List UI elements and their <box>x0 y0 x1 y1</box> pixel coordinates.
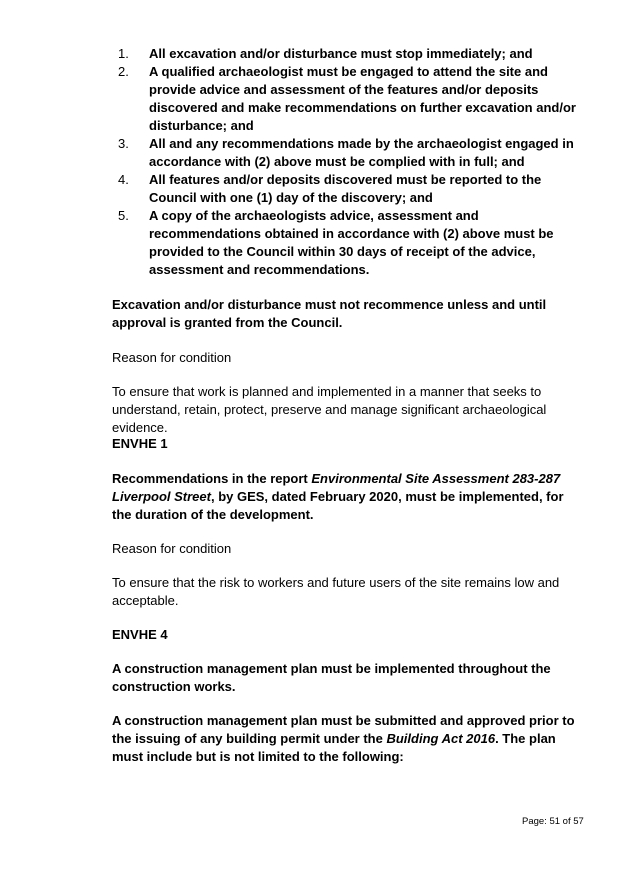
list-item <box>112 171 582 207</box>
list-item <box>112 135 582 171</box>
reason-label: Reason for condition <box>112 350 232 365</box>
condition-list <box>112 45 582 279</box>
cmp-text-post: . The plan must include but is not limited to the following: <box>112 731 556 764</box>
list-item <box>112 63 582 135</box>
list-item <box>112 45 582 63</box>
list-number: 2. <box>118 64 129 79</box>
act-title: Building Act 2016 <box>386 731 496 746</box>
page-number: Page: 51 of 57 <box>522 816 584 827</box>
envhe1-text-post: , by GES, dated February 2020, must be implemented, for the duration of the development. <box>112 489 564 522</box>
list-number: 1. <box>118 46 129 61</box>
report-title: Environmental Site Assessment 283-287 Liverpool Street <box>112 471 561 504</box>
reason-text: To ensure that work is planned and implemented in a manner that seeks to understand, retain, protect, preserve and manage significant archaeological evidence. <box>112 384 547 435</box>
list-item-text: A qualified archaeologist must be engaged to attend the site and provide advice and assessment of the features and/or deposits discovered and make recommendations on further excavation and/or disturbance; and <box>149 64 576 133</box>
cmp-text-pre: A construction management plan must be submitted and approved prior to the issuing of any building permit under the <box>112 713 575 746</box>
reason-text: To ensure that the risk to workers and future users of the site remains low and acceptable. <box>112 575 560 608</box>
list-number: 5. <box>118 208 129 223</box>
list-item-text: All excavation and/or disturbance must stop immediately; and <box>149 46 533 61</box>
list-item-text: All features and/or deposits discovered must be reported to the Council with one (1) day of the discovery; and <box>149 172 542 205</box>
cmp-submission-paragraph <box>112 712 584 766</box>
section-heading-envhe1: ENVHE 1 <box>112 436 168 451</box>
list-number: 4. <box>118 172 129 187</box>
envhe1-condition <box>112 470 584 524</box>
reason-label: Reason for condition <box>112 541 232 556</box>
cmp-paragraph: A construction management plan must be implemented throughout the construction works. <box>112 661 551 694</box>
list-number: 3. <box>118 136 129 151</box>
list-item-text: All and any recommendations made by the archaeologist engaged in accordance with (2) above must be complied with in full; and <box>149 136 574 169</box>
list-item-text: A copy of the archaeologists advice, assessment and recommendations obtained in accordance with (2) above must be provided to the Council within 30 days of receipt of the advice, assessment and recommendations. <box>149 208 554 277</box>
excavation-note: Excavation and/or disturbance must not recommence unless and until approval is granted from the Council. <box>112 297 547 330</box>
section-heading-envhe4: ENVHE 4 <box>112 627 168 642</box>
envhe1-text-pre: Recommendations in the report <box>112 471 312 486</box>
list-item <box>112 207 582 279</box>
